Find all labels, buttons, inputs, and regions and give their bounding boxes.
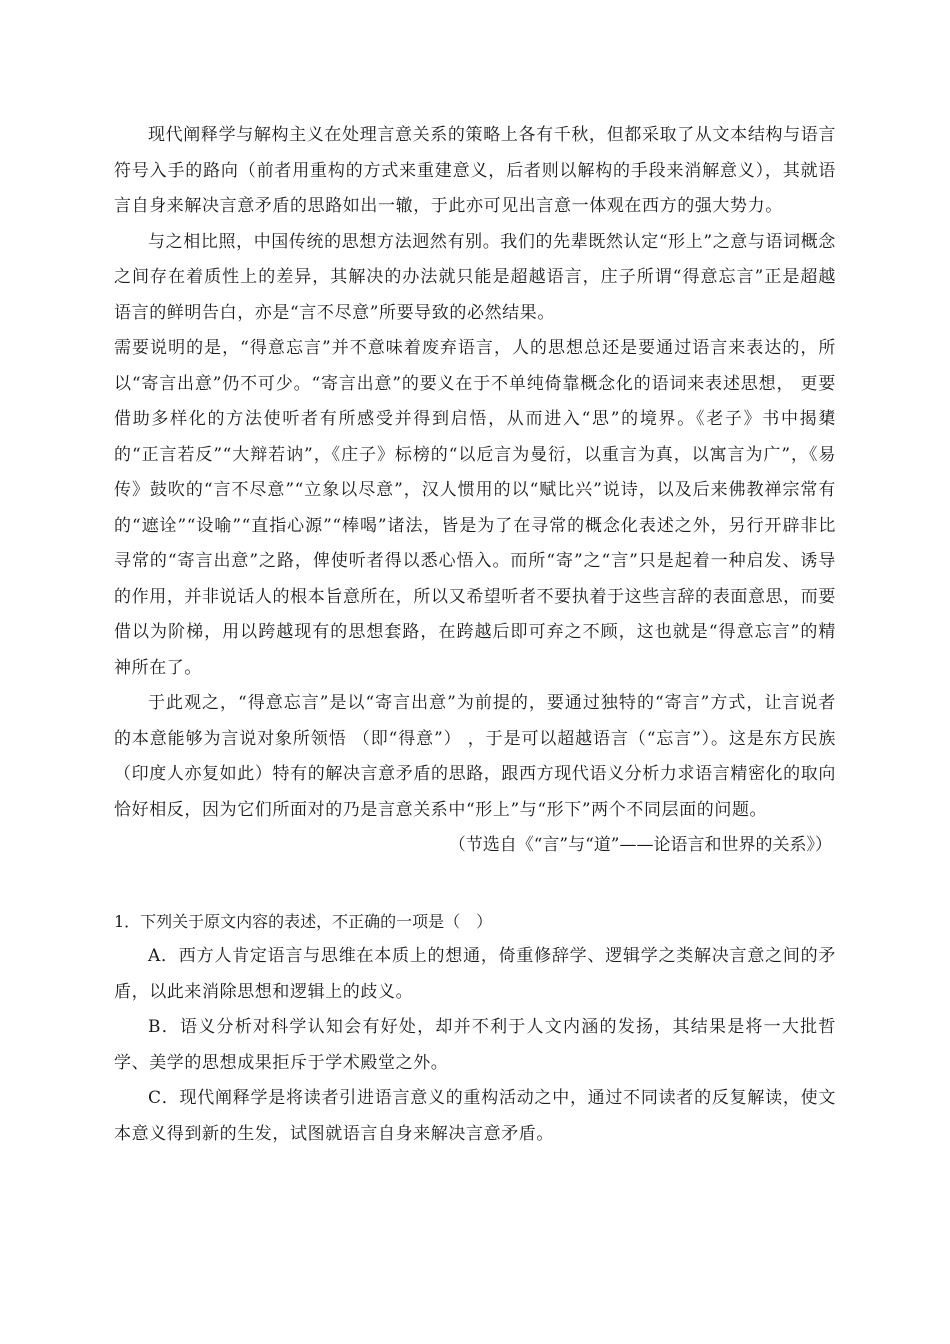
passage-source: （节选自《“言”与“道”——论语言和世界的关系》） — [448, 835, 832, 855]
document-page — [114, 118, 836, 1152]
passage-paragraph-3: 需要说明的是，“得意忘言”并不意味着废弃语言，人的思想总还是要通过语言来表达的，所以“寄言出意”仍不可少。“寄言出意”的要义在于不单纯倚靠概念化的语词来表述思想， 更要借助多样化的方法使听者有所感受并得到启悟，从而进入“思”的境界。《老子》书中揭橥的“正言若反”“大辩若讷”，《庄子》标榜的“以卮言为曼衍，以重言为真，以寓言为广”，《易传》鼓吹的“言不尽意”“立象以尽意”，汉人惯用的以“赋比兴”说诗，以及后来佛教禅宗常有的“遮诠”“设喻”“直指心源”“棒喝”诸法，皆是为了在寻常的概念化表述之外，另行开辟非比寻常的“寄言出意”之路，俾使听者得以悉心悟入。而所“寄”之“言”只是起着一种启发、诱导的作用，并非说话人的根本旨意所在，所以又希望听者不要执着于这些言辞的表面意思，而要借以为阶梯，用以跨越现有的思想套路，在跨越后即可弃之不顾，这也就是“得意忘言”的精神所在了。 — [114, 338, 836, 678]
passage-paragraph-2: 与之相比照，中国传统的思想方法迥然有别。我们的先辈既然认定“形上”之意与语词概念之间存在着质性上的差异，其解决的办法就只能是超越语言，庄子所谓“得意忘言”正是超越语言的鲜明告白，亦是“言不尽意”所要导致的必然结果。 — [114, 231, 836, 323]
question-1-option-b: B．语义分析对科学认知会有好处，却并不利于人文内涵的发扬，其结果是将一大批哲学、美学的思想成果拒斥于学术殿堂之外。 — [114, 1017, 836, 1073]
question-1-stem: 1．下列关于原文内容的表述，不正确的一项是（ ） — [114, 911, 493, 931]
section-gap — [114, 864, 836, 904]
passage-paragraph-4: 于此观之，“得意忘言”是以“寄言出意”为前提的，要通过独特的“寄言”方式，让言说者的本意能够为言说对象所领悟 （即“得意”） ，于是可以超越语言（“忘言”）。这是东方民族（印度人亦复如此）特有的解决言意矛盾的思路，跟西方现代语义分析力求语言精密化的取向恰好相反，因为它们所面对的乃是言意关系中“形上”与“形下”两个不同层面的问题。 — [114, 693, 836, 820]
question-1-option-a: A．西方人肯定语言与思维在本质上的想通，倚重修辞学、逻辑学之类解决言意之间的矛盾，以此来消除思想和逻辑上的歧义。 — [114, 946, 836, 1002]
question-1-option-c: C．现代阐释学是将读者引进语言意义的重构活动之中，通过不同读者的反复解读，使文本意义得到新的生发，试图就语言自身来解决言意矛盾。 — [114, 1088, 836, 1144]
passage-paragraph-1: 现代阐释学与解构主义在处理言意关系的策略上各有千秋，但都采取了从文本结构与语言符号入手的路向（前者用重构的方式来重建意义，后者则以解构的手段来消解意义），其就语言自身来解决言意矛盾的思路如出一辙，于此亦可见出言意一体观在西方的强大势力。 — [114, 125, 836, 216]
